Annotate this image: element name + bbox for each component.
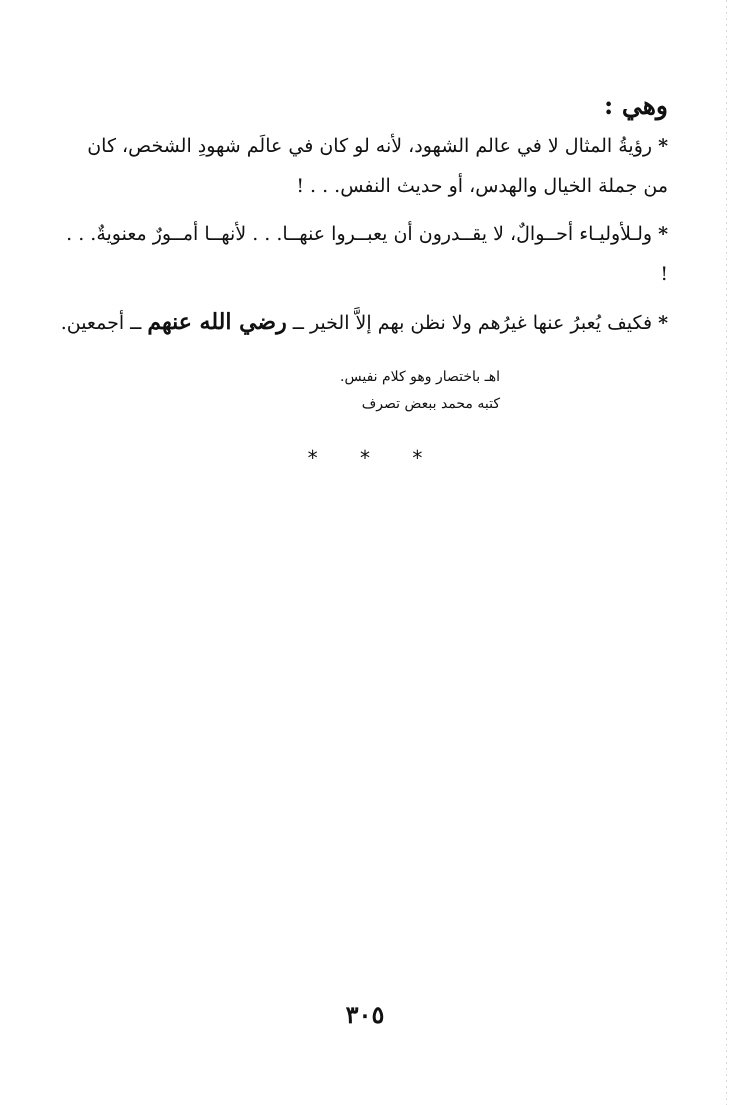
bullet-asterisk: * [658, 312, 668, 334]
paragraph-3 [60, 302, 668, 343]
paragraph-2 [60, 214, 668, 294]
main-text-block [60, 86, 668, 343]
paragraph-3-text-before: فكيف يُعبرُ عنها غيرُهم ولا نظن بهم إلاَّ الخير ــ [292, 312, 653, 334]
section-separator: * * * [307, 446, 441, 470]
page-number: ٣٠٥ [345, 1000, 385, 1029]
paragraph-3-text-after: ــ أجمعين. [60, 312, 142, 334]
honorific-calligraphy: رضي الله عنهم [147, 309, 287, 335]
paragraph-1-text: رؤيةُ المثال لا في عالم الشهود، لأنه لو كان في عالَم شهودِ الشخص، كان من جملة الخيال والهدس، أو حديث النفس. . . ! [87, 135, 668, 197]
section-heading: وهي : [603, 91, 668, 120]
note-line-2: كتبه محمد ببعض تصرف [361, 396, 500, 412]
source-note [300, 364, 500, 418]
bullet-asterisk: * [658, 135, 668, 157]
scan-edge-artifact [726, 0, 727, 1105]
note-line-1: اهـ باختصار وهو كلام نفيس. [340, 369, 500, 385]
paragraph-1 [60, 126, 668, 206]
paragraph-2-text: ولـلأوليـاء أحــوالٌ، لا يقــدرون أن يعبــروا عنهــا. . . لأنهــا أمــورٌ معنويةٌ. . . ! [66, 223, 668, 285]
bullet-asterisk: * [658, 223, 668, 245]
